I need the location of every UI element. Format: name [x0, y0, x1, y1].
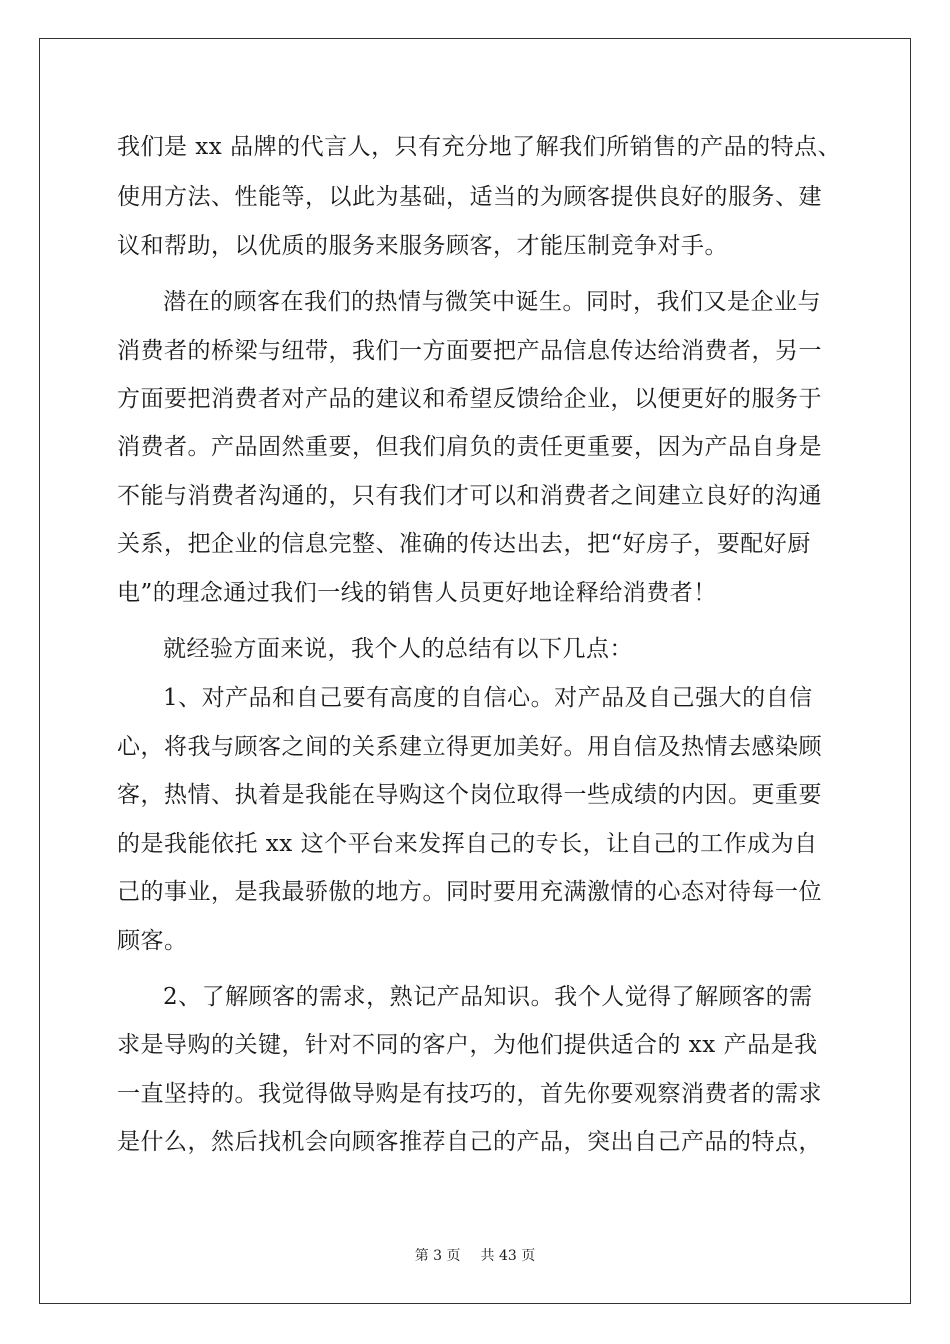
- paragraph-first-line: 就经验方面来说，我个人的总结有以下几点：: [163, 636, 633, 662]
- text-line: 方面要把消费者对产品的建议和希望反馈给企业，以便更好的服务于: [117, 386, 822, 412]
- text-line: 关系，把企业的信息完整、准确的传达出去，把“好房子，要配好厨: [117, 531, 811, 557]
- text-line: 顾客。: [117, 928, 188, 954]
- text-line: 不能与消费者沟通的，只有我们才可以和消费者之间建立良好的沟通: [117, 483, 822, 509]
- text-line: 消费者。产品固然重要，但我们肩负的责任更重要，因为产品自身是: [117, 434, 822, 460]
- text-line: 求是导购的关键，针对不同的客户，为他们提供适合的 xx 产品是我: [117, 1032, 818, 1058]
- paragraph-first-line: 潜在的顾客在我们的热情与微笑中诞生。同时，我们又是企业与: [163, 289, 821, 315]
- text-line: 消费者的桥梁与纽带，我们一方面要把产品信息传达给消费者，另一: [117, 338, 822, 364]
- page-footer: [0, 1246, 950, 1266]
- text-line: 电”的理念通过我们一线的销售人员更好地诠释给消费者！: [117, 580, 717, 606]
- text-line: 客，热情、执着是我能在导购这个岗位取得一些成绩的内因。更重要: [117, 782, 822, 808]
- text-line: 己的事业，是我最骄傲的地方。同时要用充满激情的心态对待每一位: [117, 879, 822, 905]
- page-total: 共 43 页: [480, 1248, 536, 1264]
- text-line: 我们是 xx 品牌的代言人，只有充分地了解我们所销售的产品的特点、: [117, 134, 842, 160]
- paragraph-first-line: 1、对产品和自己要有高度的自信心。对产品及自己强大的自信: [163, 685, 813, 711]
- paragraph-first-line: 2、了解顾客的需求，熟记产品知识。我个人觉得了解顾客的需: [163, 984, 813, 1010]
- text-line: 的是我能依托 xx 这个平台来发挥自己的专长，让自己的工作成为自: [117, 831, 818, 857]
- text-line: 是什么，然后找机会向顾客推荐自己的产品，突出自己产品的特点，: [117, 1129, 822, 1155]
- page-number: 第 3 页: [414, 1248, 461, 1264]
- text-line: 一直坚持的。我觉得做导购是有技巧的，首先你要观察消费者的需求: [117, 1081, 822, 1107]
- text-line: 心，将我与顾客之间的关系建立得更加美好。用自信及热情去感染顾: [117, 734, 822, 760]
- text-line: 使用方法、性能等，以此为基础，适当的为顾客提供良好的服务、建: [117, 184, 822, 210]
- text-line: 议和帮助，以优质的服务来服务顾客，才能压制竞争对手。: [117, 233, 728, 259]
- page-border: [39, 38, 911, 1304]
